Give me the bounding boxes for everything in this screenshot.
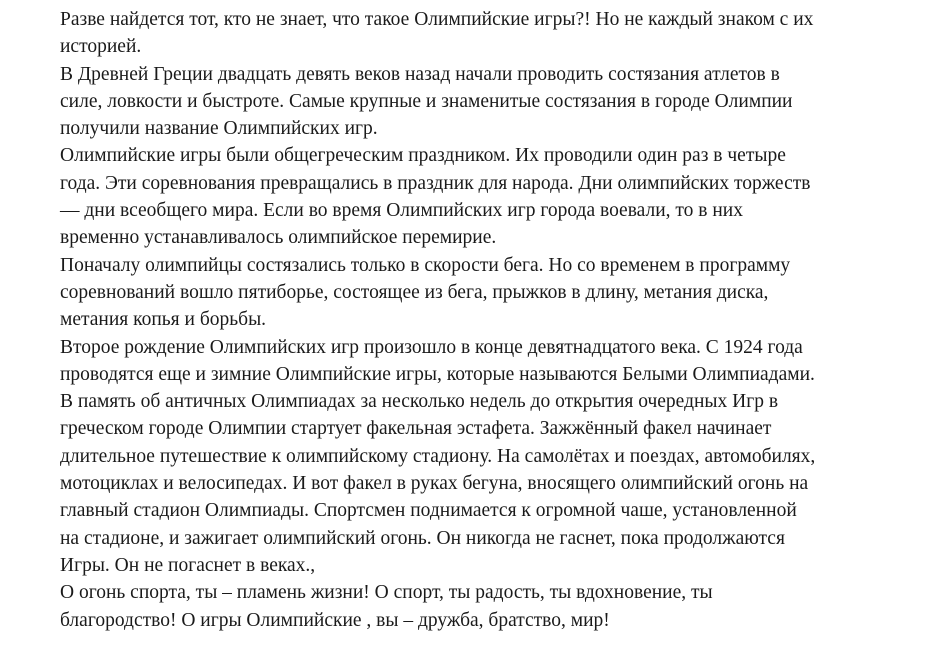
paragraph-ancient-greece [60,61,945,143]
text-line: Олимпийские игры были общегреческим праздником. Их проводили один раз в четыре [60,145,786,167]
text-line: силе, ловкости и быстроте. Самые крупные и знаменитые состязания в городе Олимпии [60,90,793,112]
paragraph-competitions [60,252,945,334]
text-line: временно устанавливалось олимпийское перемирие. [60,227,497,249]
text-line: — дни всеобщего мира. Если во время Олимпийских игр города воевали, то в них [60,200,743,222]
text-line: Игры. Он не погаснет в веках., [60,554,316,576]
text-line: Разве найдется тот, кто не знает, что такое Олимпийские игры?! Но не каждый знаком с их [60,9,814,30]
text-line: главный стадион Олимпиады. Спортсмен поднимается к огромной чаше, установленной [60,500,797,522]
text-line: метания копья и борьбы. [60,309,267,331]
text-line: проводятся еще и зимние Олимпийские игры, которые называются Белыми Олимпиадами. [60,363,815,385]
paragraph-rebirth [60,334,945,389]
text-line: на стадионе, и зажигает олимпийский огонь. Он никогда не гаснет, пока продолжаются [60,527,785,549]
text-line: благородство! О игры Олимпийские , вы – дружба, братство, мир! [60,609,610,631]
text-line: Второе рождение Олимпийских игр произошло в конце девятнадцатого века. С 1924 года [60,336,803,358]
text-line: получили название Олимпийских игр. [60,118,378,140]
document-body [60,6,945,634]
paragraph-intro [60,6,945,61]
text-line: Поначалу олимпийцы состязались только в скорости бега. Но со временем в программу [60,254,791,276]
text-line: соревнований вошло пятиборье, состоящее из бега, прыжков в длину, метания диска, [60,281,769,303]
paragraph-festival [60,142,945,251]
text-line: мотоциклах и велосипедах. И вот факел в руках бегуна, вносящего олимпийский огонь на [60,473,809,495]
text-line: В память об античных Олимпиадах за несколько недель до открытия очередных Игр в [60,391,779,413]
text-line: года. Эти соревнования превращались в праздник для народа. Дни олимпийских торжеств [60,172,811,194]
text-line: длительное путешествие к олимпийскому стадиону. На самолётах и поездах, автомобилях, [60,445,816,467]
text-line: историей. [60,36,142,58]
text-line: греческом городе Олимпии стартует факельная эстафета. Зажжённый факел начинает [60,418,772,440]
text-line: О огонь спорта, ты – пламень жизни! О спорт, ты радость, ты вдохновение, ты [60,582,713,604]
text-line: В Древней Греции двадцать девять веков назад начали проводить состязания атлетов в [60,63,780,85]
paragraph-torch-relay [60,388,945,579]
paragraph-ode-to-sport [60,579,945,634]
